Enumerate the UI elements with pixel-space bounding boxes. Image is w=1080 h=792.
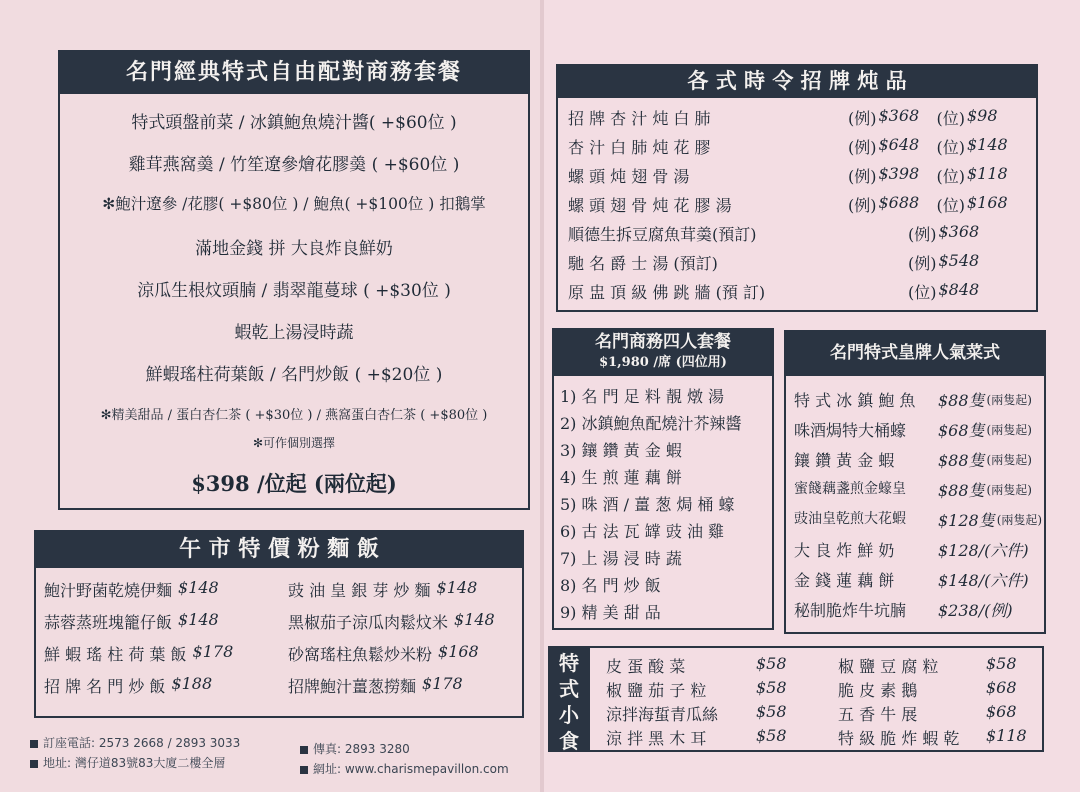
bullet-square-icon [300, 766, 308, 774]
snack-name: 椒 鹽 豆 腐 粒 [838, 657, 939, 676]
signature-item-name: 金 錢 蓮 藕 餅 [794, 571, 895, 590]
lunch-item-name: 砂窩瑤柱魚鬆炒米粉 [288, 645, 433, 664]
snack-price: $58 [756, 726, 787, 745]
stew-title: 各 式 時 令 招 牌 炖 品 [556, 64, 1038, 98]
snack-item [838, 678, 1017, 701]
snack-name: 特 級 脆 炸 蝦 乾 [838, 729, 960, 748]
snack-price: $68 [986, 678, 1017, 697]
four-set-item: 4) 生 煎 蓮 藕 餅 [560, 468, 682, 487]
signature-item [794, 568, 1029, 591]
stew-price: $168 [967, 193, 1008, 212]
bullet-square-icon [30, 760, 38, 768]
snack-name: 椒 鹽 茄 子 粒 [606, 681, 707, 700]
snack-name: 皮 蛋 酸 菜 [606, 657, 686, 676]
signature-item [794, 418, 1032, 441]
signature-price: $88隻 [938, 391, 985, 410]
stew-portion-label: (位) [908, 283, 937, 302]
stew-price: $688 [878, 193, 920, 212]
signature-item-name: 大 良 炸 鮮 奶 [794, 541, 895, 560]
stew-price: $148 [967, 135, 1008, 154]
lunch-item-price: $148 [436, 578, 478, 597]
stew-panel [556, 64, 1038, 312]
four-set-item: 8) 名 門 炒 飯 [560, 576, 661, 595]
snack-name: 五 香 牛 展 [838, 705, 918, 724]
stew-price: $848 [938, 280, 980, 299]
signature-item-name: 咮酒焗特大桶蠔 [794, 421, 907, 440]
snack-item [606, 678, 787, 701]
stew-price: $118 [967, 164, 1008, 183]
signature-item-name: 秘制脆炸牛坑腩 [794, 601, 907, 620]
lunch-item-name: 豉 油 皇 銀 芽 炒 麵 [288, 581, 431, 600]
lunch-item-price: $188 [171, 674, 213, 693]
lunch-item-price: $178 [422, 674, 463, 693]
stew-item-name: 螺 頭 翅 骨 炖 花 膠 湯 [568, 196, 732, 215]
four-set-subtitle: $1,980 /席 (四位用) [599, 355, 727, 370]
stew-portion-label: (例) [848, 109, 877, 128]
footer-address [30, 754, 225, 771]
lunch-title: 午 市 特 價 粉 麵 飯 [34, 530, 524, 568]
signature-note: (兩隻起) [986, 393, 1032, 407]
phone-text: 訂座電話: 2573 2668 / 2893 3033 [43, 736, 241, 750]
four-set-item: 9) 精 美 甜 品 [560, 603, 661, 622]
set-menu-item: 滿地金錢 拼 大良炸良鮮奶 [195, 239, 393, 259]
signature-item [794, 598, 1013, 621]
snack-item [838, 702, 1017, 725]
stew-price: $368 [938, 222, 980, 241]
signature-item-name: 特 式 冰 鎮 鮑 魚 [794, 391, 916, 410]
signature-price: $88隻 [938, 481, 985, 500]
lunch-item [44, 642, 233, 665]
signature-item [794, 538, 1029, 561]
signature-price: $128/(六件) [938, 541, 1029, 560]
stew-item-name: 順德生拆豆腐魚茸羮(預訂) [568, 225, 757, 244]
lunch-item [288, 642, 479, 665]
stew-item [568, 193, 1008, 216]
snack-price: $118 [986, 726, 1027, 745]
stew-item-name: 原 盅 頂 級 佛 跳 牆 (預 訂) [568, 283, 766, 302]
stew-portion-label: (例) [848, 138, 877, 157]
snack-price: $58 [756, 702, 787, 721]
signature-title: 名門特式皇牌人氣菜式 [784, 330, 1046, 376]
lunch-item [288, 578, 477, 601]
set-menu-item: 涼瓜生根炆頭腩 / 翡翠龍蔓球 ( +$30位 ) [137, 281, 451, 301]
stew-portion-label: (例) [908, 254, 937, 273]
lunch-item [288, 674, 463, 697]
signature-price: $88隻 [938, 451, 985, 470]
four-set-item: 2) 冰鎮鮑魚配燒汁芥辣醬 [560, 414, 742, 433]
signature-note: (兩隻起) [996, 513, 1043, 527]
lunch-item-price: $148 [454, 610, 495, 629]
lunch-item-name: 招 牌 名 門 炒 飯 [44, 677, 166, 696]
signature-item [794, 388, 1032, 411]
lunch-item [288, 610, 495, 633]
four-set-title: 名門商務四人套餐 [595, 332, 731, 352]
stew-portion-label: (位) [936, 196, 965, 215]
snack-item [606, 702, 787, 725]
signature-item-name: 鑲 鑽 黃 金 蝦 [794, 451, 895, 470]
stew-portion-label: (例) [848, 167, 877, 186]
snack-price: $58 [756, 678, 787, 697]
stew-item [568, 135, 1008, 158]
snacks-panel [548, 646, 1044, 752]
stew-item [568, 222, 979, 245]
stew-portion-label: (位) [936, 109, 965, 128]
four-set-item: 7) 上 湯 浸 時 蔬 [560, 549, 682, 568]
snack-item [838, 726, 1027, 749]
stew-price: $368 [878, 106, 920, 125]
bullet-square-icon [300, 746, 308, 754]
set-menu-item: 鮮蝦瑤柱荷葉飯 / 名門炒飯 ( +$20位 ) [145, 365, 443, 385]
bullet-square-icon [30, 740, 38, 748]
four-set-item: 6) 古 法 瓦 罉 豉 油 雞 [560, 522, 725, 541]
stew-portion-label: (例) [848, 196, 877, 215]
stew-item-name: 招 牌 杏 汁 炖 白 肺 [568, 109, 711, 128]
snack-name: 涼拌海蜇青瓜絲 [606, 705, 719, 724]
lunch-item [44, 578, 219, 601]
stew-item-name: 杏 汁 白 肺 炖 花 膠 [568, 138, 711, 157]
lunch-item [44, 674, 212, 697]
snacks-title-text: 特式小食 [559, 651, 579, 753]
stew-item-name: 馳 名 爵 士 湯 (預訂) [568, 254, 718, 273]
stew-item [568, 251, 979, 274]
stew-item [568, 164, 1008, 187]
signature-price: $238/(例) [938, 601, 1013, 620]
snack-item [838, 654, 1017, 677]
signature-item [794, 508, 1042, 531]
set-menu-item: ✻精美甜品 / 蛋白杏仁茶 ( +$30位 ) / 燕窩蛋白杏仁茶 ( +$80位 ) [100, 408, 488, 423]
stew-portion-label: (位) [936, 138, 965, 157]
stew-price: $398 [878, 164, 920, 183]
set-menu-item: ✻鮑汁遼參 /花膠( +$80位 ) / 鮑魚( +$100位 ) 扣鵝掌 [102, 195, 486, 213]
set-menu-note: ✻可作個別選擇 [252, 436, 336, 450]
signature-item-name: 豉油皇乾煎大花蝦 [794, 511, 906, 527]
stew-item-name: 螺 頭 炖 翅 骨 湯 [568, 167, 690, 186]
signature-note: (兩隻起) [986, 483, 1032, 497]
four-set-header [552, 328, 774, 376]
signature-price: $128隻 [938, 511, 995, 530]
snack-price: $58 [756, 654, 787, 673]
snack-item [606, 726, 787, 749]
set-menu-title: 名門經典特式自由配對商務套餐 [58, 50, 530, 94]
set-menu-panel [58, 50, 530, 510]
snack-item [606, 654, 787, 677]
stew-price: $548 [938, 251, 980, 270]
page-fold [540, 0, 544, 792]
stew-item [568, 280, 979, 303]
snack-price: $68 [986, 702, 1017, 721]
four-set-item: 3) 鑲 鑽 黃 金 蝦 [560, 441, 682, 460]
signature-price: $68隻 [938, 421, 985, 440]
four-set-item: 5) 咮 酒 / 薑 葱 焗 桶 蠔 [560, 495, 735, 514]
set-menu-item: 蝦乾上湯浸時蔬 [234, 323, 354, 343]
signature-panel [784, 330, 1046, 634]
snack-name: 脆 皮 素 鵝 [838, 681, 918, 700]
lunch-item-price: $148 [178, 610, 219, 629]
lunch-item-price: $178 [192, 642, 234, 661]
stew-item [568, 106, 998, 129]
snack-price: $58 [986, 654, 1017, 673]
set-menu-item: 特式頭盤前菜 / 冰鎮鮑魚燒汁醬( +$60位 ) [131, 113, 457, 133]
signature-item [794, 478, 1032, 501]
stew-price: $648 [878, 135, 920, 154]
footer-web [300, 760, 509, 777]
four-set-item: 1) 名 門 足 料 靚 燉 湯 [560, 387, 725, 406]
snacks-title [548, 646, 590, 752]
lunch-item-price: $168 [438, 642, 479, 661]
footer-phone [30, 734, 240, 751]
lunch-item-name: 招牌鮑汁薑葱撈麵 [288, 677, 417, 696]
stew-portion-label: (例) [908, 225, 937, 244]
lunch-item-name: 鮮 蝦 瑤 柱 荷 葉 飯 [44, 645, 187, 664]
address-text: 地址: 灣仔道83號83大廈二樓全層 [43, 756, 226, 770]
fax-text: 傳真: 2893 3280 [313, 742, 410, 756]
stew-price: $98 [967, 106, 998, 125]
signature-note: (兩隻起) [986, 423, 1032, 437]
signature-price: $148/(六件) [938, 571, 1029, 590]
website-link[interactable]: 網址: www.charismepavillon.com [313, 762, 509, 776]
set-menu-price: $398 /位起 (兩位起) [191, 471, 397, 496]
lunch-item-name: 黑椒茄子涼瓜肉鬆炆米 [288, 613, 449, 632]
lunch-item-price: $148 [178, 578, 219, 597]
set-menu-item: 雞茸燕窩羮 / 竹笙遼參燴花膠羮 ( +$60位 ) [128, 155, 460, 175]
lunch-item-name: 蒜蓉蒸班塊籠仔飯 [44, 613, 173, 632]
signature-item-name: 蜜餞藕盞煎金蠔皇 [794, 481, 906, 497]
signature-note: (兩隻起) [986, 453, 1032, 467]
lunch-item [44, 610, 219, 633]
lunch-item-name: 鮑汁野菌乾燒伊麵 [44, 581, 173, 600]
signature-item [794, 448, 1032, 471]
footer-fax [300, 740, 410, 757]
four-set-panel [552, 328, 774, 630]
snack-name: 涼 拌 黑 木 耳 [606, 729, 707, 748]
lunch-panel [34, 530, 524, 718]
stew-portion-label: (位) [936, 167, 965, 186]
